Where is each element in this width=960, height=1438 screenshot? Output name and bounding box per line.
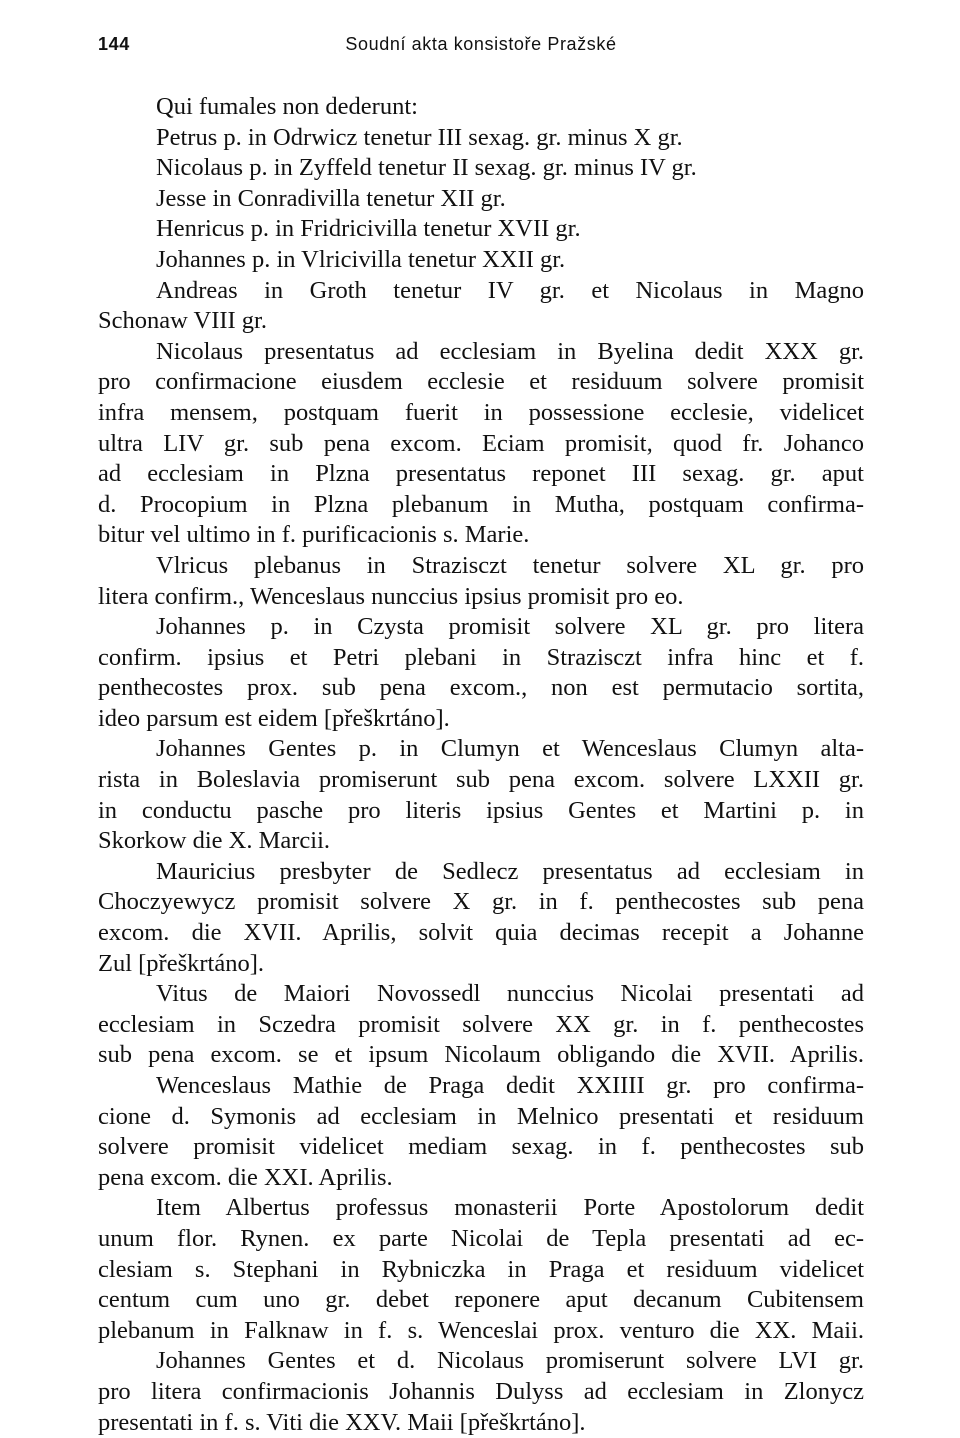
text-line: bitur vel ultimo in f. purificacionis s. Marie. [98,521,530,549]
heading-line: Qui fumales non dederunt: [156,93,418,120]
text-line: excom. die XVII. Aprilis, solvit quia decimas recepit a Johanne [98,919,864,947]
text-line: Zul [přeškrtáno]. [98,949,264,977]
body-text [98,92,864,1438]
text-line: pro confirmacione eiusdem ecclesie et residuum solvere promisit [98,368,864,396]
text-line: plebanum in Falknaw in f. s. Wenceslai prox. venturo die XX. Maii. [98,1316,864,1344]
text-line: Choczyewycz promisit solvere X gr. in f. penthecostes sub pena [98,888,864,916]
text-line: infra mensem, postquam fuerit in possessione ecclesie, videlicet [98,398,864,426]
running-title: Soudní akta konsistoře Pražské [345,34,617,54]
text-line: rista in Boleslavia promiserunt sub pena excom. solvere LXXII gr. [98,766,864,794]
text-line: presentati in f. s. Viti die XXV. Maii [přeškrtáno]. [98,1408,586,1436]
text-line: Vlricus plebanus in Strazisczt tenetur solvere XL gr. pro [156,551,864,579]
text-line: pro litera confirmacionis Johannis Dulyss ad ecclesiam in Zlonycz [98,1377,864,1405]
text-line: Nicolaus presentatus ad ecclesiam in Byelina dedit XXX gr. [156,337,864,365]
text-line: Andreas in Groth tenetur IV gr. et Nicolaus in Magno [156,276,864,304]
text-line: penthecostes prox. sub pena excom., non est permutacio sortita, [98,674,864,702]
text-line: Schonaw VIII gr. [98,307,267,335]
text-line: unum flor. Rynen. ex parte Nicolai de Tepla presentati ad ec- [98,1224,864,1252]
text-line: Johannes Gentes et d. Nicolaus promiserunt solvere LVI gr. [156,1347,864,1375]
page-number: 144 [98,34,130,54]
text-line: Johannes p. in Vlricivilla tenetur XXII gr. [156,245,566,273]
text-line: Jesse in Conradivilla tenetur XII gr. [156,184,506,212]
text-line: Johannes Gentes p. in Clumyn et Wenceslaus Clumyn alta- [156,735,864,763]
text-line: sub pena excom. se et ipsum Nicolaum obligando die XVII. Aprilis. [98,1041,864,1069]
text-line: centum cum uno gr. debet reponere aput decanum Cubitensem [98,1286,864,1314]
text-line: Vitus de Maiori Novossedl nunccius Nicolai presentati ad [156,980,864,1008]
text-line: Johannes p. in Czysta promisit solvere XL gr. pro litera [156,613,864,641]
text-line: Nicolaus p. in Zyffeld tenetur II sexag. gr. minus IV gr. [156,154,697,182]
text-line: ultra LIV gr. sub pena excom. Eciam promisit, quod fr. Johanco [98,429,864,457]
text-line: ecclesiam in Sczedra promisit solvere XX gr. in f. penthecostes [98,1010,864,1038]
text-line: ad ecclesiam in Plzna presentatus reponet III sexag. gr. aput [98,460,864,488]
text-line: solvere promisit videlicet mediam sexag. in f. penthecostes sub [98,1133,864,1161]
running-header [98,34,864,64]
text-line: Skorkow die X. Marcii. [98,827,331,855]
text-line: Mauricius presbyter de Sedlecz presentatus ad ecclesiam in [156,857,864,885]
text-line: litera confirm., Wenceslaus nunccius ipsius promisit pro eo. [98,582,684,610]
text-line: Wenceslaus Mathie de Praga dedit XXIIII gr. pro confirma- [156,1072,864,1099]
text-line: d. Procopium in Plzna plebanum in Mutha, postquam confirma- [98,490,864,518]
text-line: Henricus p. in Fridricivilla tenetur XVII gr. [156,215,581,243]
text-line: Item Albertus professus monasterii Porte Apostolorum dedit [156,1194,864,1222]
text-line: ideo parsum est eidem [přeškrtáno]. [98,704,450,732]
text-line: in conductu pasche pro literis ipsius Gentes et Martini p. in [98,796,864,824]
text-line: confirm. ipsius et Petri plebani in Strazisczt infra hinc et f. [98,643,864,671]
text-line: cione d. Symonis ad ecclesiam in Melnico presentati et residuum [98,1102,864,1130]
text-line: clesiam s. Stephani in Rybniczka in Praga et residuum videlicet [98,1255,864,1283]
text-line: pena excom. die XXI. Aprilis. [98,1163,393,1191]
text-line: Petrus p. in Odrwicz tenetur III sexag. gr. minus X gr. [156,123,683,151]
